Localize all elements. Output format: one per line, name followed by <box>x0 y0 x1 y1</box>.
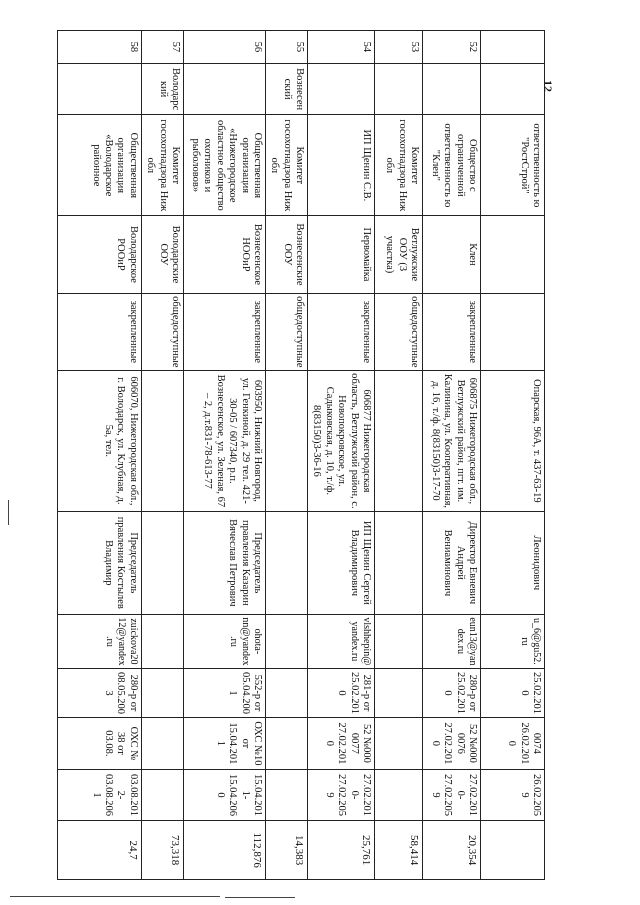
cell-head <box>375 511 423 614</box>
cell-doc: 52 №000 0077 27.02.2010 <box>308 718 375 770</box>
cell-email: u_6@gu52.ru <box>481 614 545 668</box>
cell-value: 73,318 <box>141 821 183 880</box>
table-row <box>423 31 481 880</box>
cell-value: 20,354 <box>423 821 481 880</box>
cell-num: 53 <box>375 31 423 64</box>
scan-artifact-left <box>8 500 9 525</box>
table-row <box>57 31 141 880</box>
cell-valid-until: 27.02.2010-27.02.2059 <box>308 769 375 821</box>
cell-doc <box>141 718 183 770</box>
cell-valid-until <box>375 769 423 821</box>
rotated-page <box>75 30 545 880</box>
cell-owner: Общество с ограниченной ответственность ю "Клен" <box>423 115 481 216</box>
scan-artifact-bottom <box>10 896 220 897</box>
cell-district <box>481 63 545 115</box>
cell-address: 606875 Нижегородская обл., Ветлужский район, пгт. им. Калинина, ул. Кооперативная, д. 16, т./ф. 8(83150)3-17-70 <box>423 371 481 512</box>
cell-address: 603950, Нижний Новгород, ул. Генкиной, д. 29 тел. 421-30-05 / 607340, р.п. Вознесенское, ул. Зеленая, 67 – 2, д.т.831-78-613-77 <box>184 371 266 512</box>
cell-owner: ответственность ю "РостСтрой" <box>481 115 545 216</box>
cell-doc <box>375 718 423 770</box>
cell-head: Директор Евневич Андрей Вениаминович <box>423 511 481 614</box>
cell-district <box>308 63 375 115</box>
cell-num: 57 <box>141 31 183 64</box>
cell-owner: Комитет госохотнадзора Ниж обл <box>266 115 308 216</box>
cell-district <box>57 63 141 115</box>
cell-hunting-area: Вознесенские ООУ <box>266 216 308 293</box>
cell-num: 52 <box>423 31 481 64</box>
cell-doc: 52 №000 0076 27.02.2010 <box>423 718 481 770</box>
cell-doc <box>266 718 308 770</box>
cell-head: Председатель правления Казарин Вячеслав Петрович <box>184 511 266 614</box>
cell-email <box>141 614 183 668</box>
cell-doc: 0074 26.02.2010 <box>481 718 545 770</box>
cell-hunting-area: Володарское РООиР <box>57 216 141 293</box>
cell-hunting-area: Клен <box>423 216 481 293</box>
cell-district <box>423 63 481 115</box>
cell-hunting-area <box>481 216 545 293</box>
cell-value: 58,414 <box>375 821 423 880</box>
cell-category: общедоступные <box>266 293 308 370</box>
hunting-grounds-table <box>57 30 545 880</box>
cell-order <box>375 668 423 717</box>
cell-valid-until <box>266 769 308 821</box>
page-number: 12 <box>541 80 555 92</box>
cell-num: 55 <box>266 31 308 64</box>
cell-valid-until: 27.02.2010-27.02.2059 <box>423 769 481 821</box>
cell-order <box>141 668 183 717</box>
scan-artifact-bottom-2 <box>225 897 295 898</box>
cell-doc: ОХС №10 от 15.04.2011 <box>184 718 266 770</box>
cell-category <box>481 293 545 370</box>
cell-owner: Общественная организация «Нижегородское областное общество охотников и рыболовов» <box>184 115 266 216</box>
cell-value: 14,383 <box>266 821 308 880</box>
cell-email: eun13@yandex.ru <box>423 614 481 668</box>
cell-district <box>184 63 266 115</box>
table-row <box>481 31 545 880</box>
cell-address: 606877 Нижегородская область, Ветлужский район, с. Новопокровское, ул. Садыковская, д. 10, т./ф. 8(83150)3-36-16 <box>308 371 375 512</box>
cell-valid-until: 15.04.2011-15.04.2060 <box>184 769 266 821</box>
cell-address <box>266 371 308 512</box>
cell-hunting-area: Первомайка <box>308 216 375 293</box>
cell-num: 56 <box>184 31 266 64</box>
cell-district: Вознесенский <box>266 63 308 115</box>
cell-value: 24,7 <box>57 821 141 880</box>
cell-category: закрепленные <box>423 293 481 370</box>
cell-address <box>375 371 423 512</box>
table-row <box>308 31 375 880</box>
cell-district <box>375 63 423 115</box>
cell-owner: Общественная организация «Володарское районное <box>57 115 141 216</box>
cell-value: 25,761 <box>308 821 375 880</box>
cell-valid-until: 26.02.2059 <box>481 769 545 821</box>
cell-valid-until: 03.08.2012-03.08.2061 <box>57 769 141 821</box>
cell-category: общедоступные <box>375 293 423 370</box>
cell-district: Володарский <box>141 63 183 115</box>
cell-head <box>266 511 308 614</box>
cell-owner: ИП Щенин С.В. <box>308 115 375 216</box>
cell-value <box>481 821 545 880</box>
cell-order: 25.02.2010 <box>481 668 545 717</box>
cell-category: закрепленные <box>308 293 375 370</box>
cell-head: ИП Щенин Сергей Владимирович <box>308 511 375 614</box>
cell-email <box>375 614 423 668</box>
table-row <box>184 31 266 880</box>
cell-owner: Комитет госохотнадзора Ниж обл <box>375 115 423 216</box>
cell-address: Опарская, 96А, т. 437-63-19 <box>481 371 545 512</box>
table-row <box>141 31 183 880</box>
cell-head: Председатель правления Костылев Владимир <box>57 511 141 614</box>
cell-order: 552-р от 05.04.2001 <box>184 668 266 717</box>
cell-category: закрепленные <box>184 293 266 370</box>
cell-hunting-area: Вознесенское НООиР <box>184 216 266 293</box>
cell-email <box>266 614 308 668</box>
cell-order <box>266 668 308 717</box>
table-row <box>266 31 308 880</box>
cell-head: Леонидович <box>481 511 545 614</box>
cell-hunting-area: Ветлужские ООУ (3 участка) <box>375 216 423 293</box>
cell-owner: Комитет госохотнадзора Ниж обл <box>141 115 183 216</box>
cell-num: 58 <box>57 31 141 64</box>
cell-category: закрепленные <box>57 293 141 370</box>
cell-email: zuickova2012@yandex.ru <box>57 614 141 668</box>
cell-category: общедоступные <box>141 293 183 370</box>
cell-email: vlshhepin@yandex.ru <box>308 614 375 668</box>
cell-valid-until <box>141 769 183 821</box>
cell-order: 280-р от 25.02.2010 <box>423 668 481 717</box>
cell-num: 54 <box>308 31 375 64</box>
cell-value: 112,876 <box>184 821 266 880</box>
cell-email: ohota-nn@yandex.ru <box>184 614 266 668</box>
cell-num <box>481 31 545 64</box>
cell-order: 281-р от 25.02.2010 <box>308 668 375 717</box>
table-row <box>375 31 423 880</box>
cell-order: 280-р от 08.05.2003 <box>57 668 141 717</box>
cell-address: 606070, Нижегородская обл., г. Володарск, ул. Клубная, д. 5а, тел. <box>57 371 141 512</box>
cell-hunting-area: Володарские ООУ <box>141 216 183 293</box>
cell-doc: ОХС № 38 от 03.08. <box>57 718 141 770</box>
cell-address <box>141 371 183 512</box>
cell-head <box>141 511 183 614</box>
